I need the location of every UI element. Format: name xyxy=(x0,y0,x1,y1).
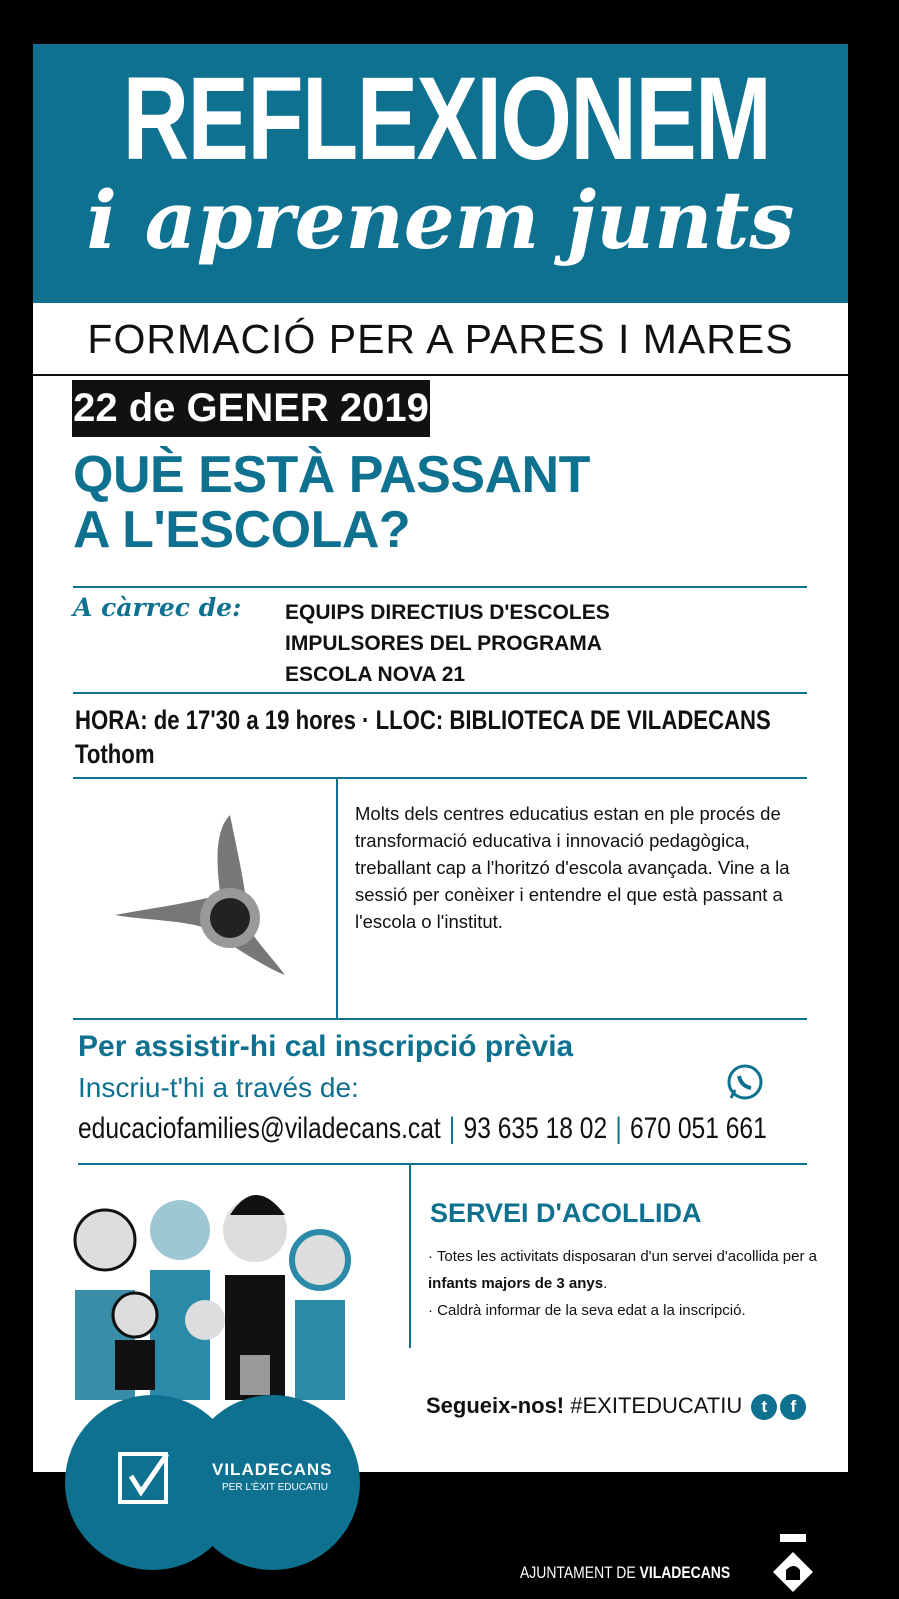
service-heading: SERVEI D'ACOLLIDA xyxy=(430,1198,702,1228)
email-link[interactable]: educaciofamilies@viladecans.cat xyxy=(78,1112,441,1145)
registration-heading: Per assistir-hi cal inscripció prèvia xyxy=(78,1030,574,1063)
divider xyxy=(78,1163,807,1165)
divider xyxy=(73,1018,807,1020)
contact-line xyxy=(78,1112,767,1146)
poster-title: REFLEXIONEM xyxy=(122,53,771,185)
by-label: A càrrec de: xyxy=(73,593,242,622)
time-place-text: HORA: de 17'30 a 19 hores · LLOC: BIBLIOTECA DE VILADECANS xyxy=(75,705,771,735)
footer-prefix: AJUNTAMENT DE xyxy=(520,1563,640,1582)
divider xyxy=(336,778,338,1018)
title-line: QUÈ ESTÀ PASSANT xyxy=(73,446,590,504)
facebook-icon[interactable]: f xyxy=(780,1394,806,1420)
service-item: · Caldrà informar de la seva edat a la inscripció. xyxy=(428,1302,746,1319)
service-text-part: · Totes les activitats disposaran d'un servei d'acollida per a xyxy=(428,1248,817,1265)
hashtag[interactable]: #EXITEDUCATIU xyxy=(570,1393,743,1418)
family-illustration xyxy=(55,1190,375,1420)
audience: Tothom xyxy=(75,739,155,769)
divider xyxy=(33,374,848,376)
phone-link[interactable]: 93 635 18 02 xyxy=(463,1112,608,1145)
registration-via: Inscriu-t'hi a través de: xyxy=(78,1072,359,1103)
coat-of-arms-icon xyxy=(768,1530,818,1595)
logo-name: VILADECANS xyxy=(212,1460,333,1479)
divider xyxy=(73,586,807,588)
event-date: 22 de GENER 2019 xyxy=(72,380,430,437)
title-line: A L'ESCOLA? xyxy=(73,501,411,559)
footer-text xyxy=(520,1563,730,1583)
time-place xyxy=(75,703,771,771)
twitter-icon[interactable]: t xyxy=(751,1394,777,1420)
separator: | xyxy=(615,1112,622,1145)
footer-name: VILADECANS xyxy=(639,1563,731,1582)
whatsapp-link[interactable]: 670 051 661 xyxy=(629,1112,767,1145)
organizer-line: EQUIPS DIRECTIUS D'ESCOLES xyxy=(285,601,610,624)
service-text-part: . xyxy=(603,1275,608,1292)
abstract-illustration xyxy=(100,795,310,995)
service-item xyxy=(428,1243,828,1297)
organizer-line: IMPULSORES DEL PROGRAMA xyxy=(285,632,602,655)
separator: | xyxy=(448,1112,456,1145)
whatsapp-icon xyxy=(725,1062,765,1102)
divider xyxy=(409,1165,411,1348)
social-follow xyxy=(426,1393,806,1420)
poster-subtitle: i aprenem junts xyxy=(86,173,795,267)
tagline: FORMACIÓ PER A PARES I MARES xyxy=(87,316,794,362)
divider xyxy=(73,692,807,694)
service-emphasis: infants majors de 3 anys xyxy=(428,1275,604,1292)
checkbox-icon xyxy=(117,1448,179,1506)
event-title xyxy=(73,448,590,558)
service-text xyxy=(428,1243,828,1324)
organizers xyxy=(285,597,610,690)
follow-label: Segueix-nos! xyxy=(426,1393,565,1418)
organizer-line: ESCOLA NOVA 21 xyxy=(285,663,466,686)
description: Molts dels centres educatius estan en ple procés de transformació educativa i innovació pedagògica, treballant cap a l'horitzó d'escola avançada. Vine a la sessió per conèixer i entendre el que està passant a l'escola o l'institut. xyxy=(355,803,790,932)
divider xyxy=(73,777,807,779)
logo-tag: PER L'ÈXIT EDUCATIU xyxy=(222,1482,329,1493)
